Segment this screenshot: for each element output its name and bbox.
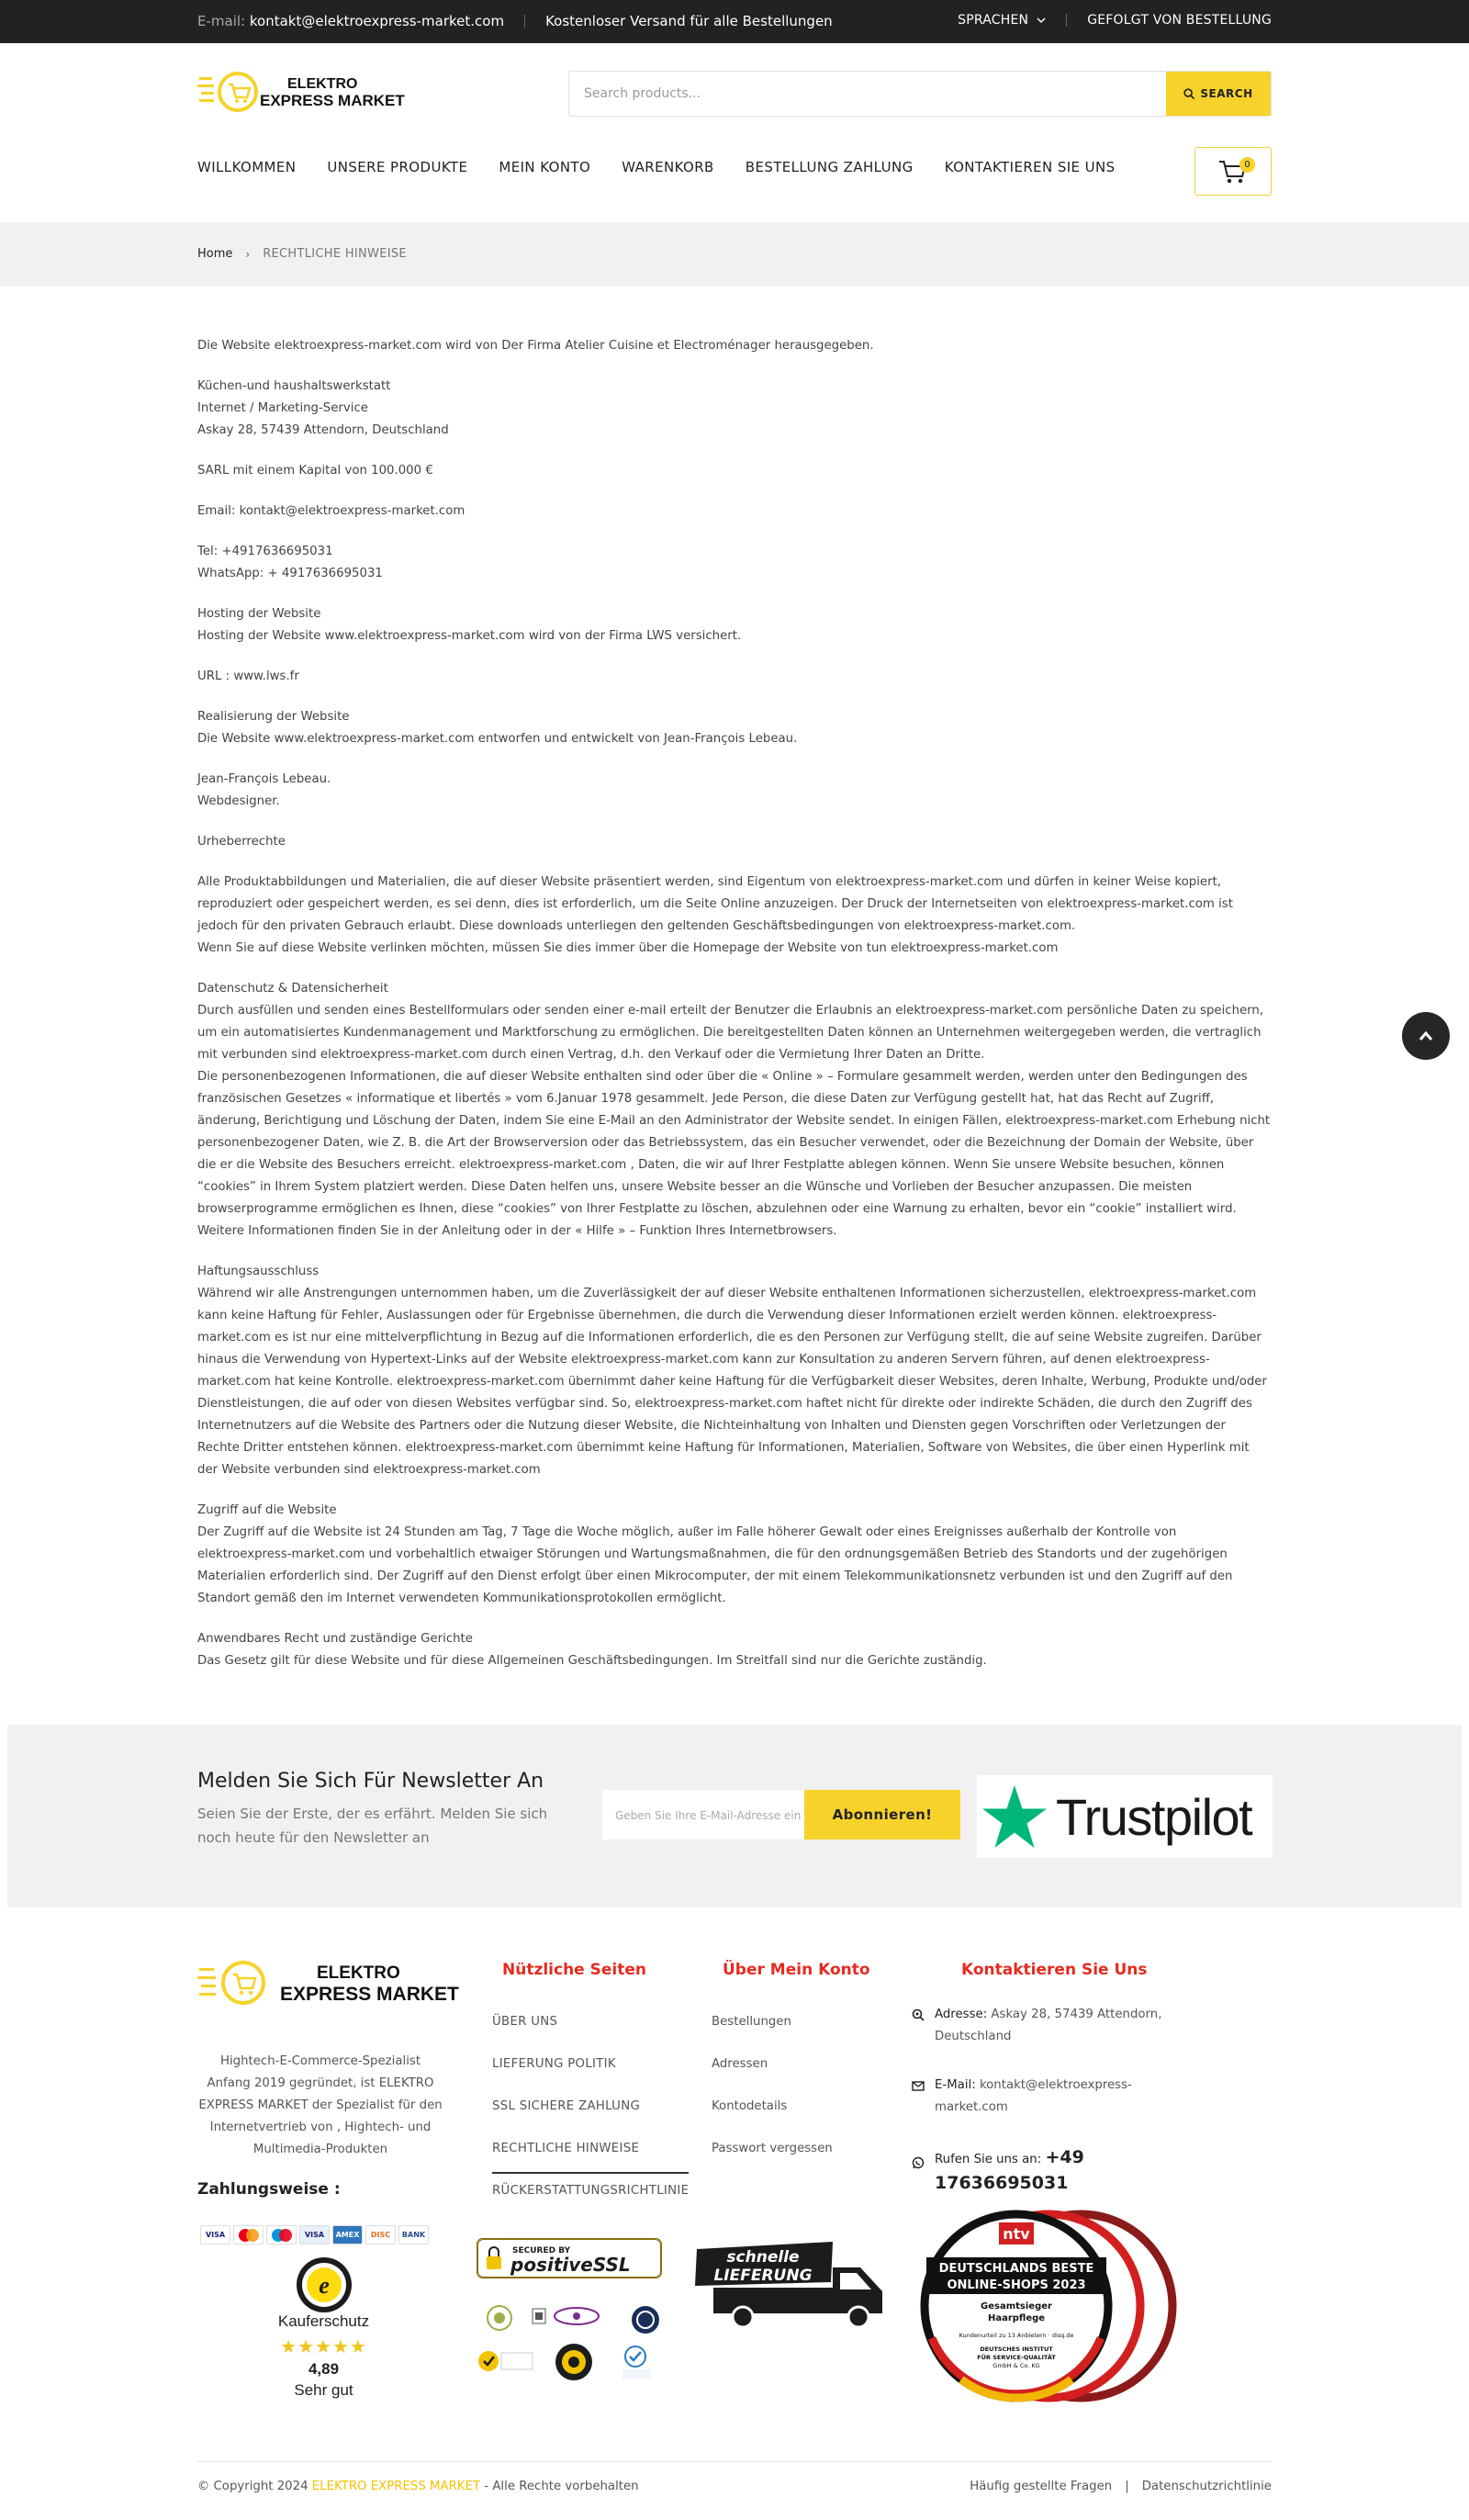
paragraph: Realisierung der Website Die Website www.elektroexpress-market.com entworfen und entwickelt von Jean-François Lebeau.	[197, 710, 798, 746]
breadcrumb-home[interactable]: Home	[197, 247, 233, 261]
paragraph: Küchen-und haushaltswerkstatt Internet / Marketing-Service Askay 28, 57439 Attendorn, Deutschland	[197, 379, 449, 437]
rating-score: 4,89	[308, 2360, 340, 2378]
payment-title: Zahlungsweise :	[197, 2180, 341, 2199]
newsletter-subtitle: Seien Sie der Erste, der es erfährt. Melden Sie sich noch heute für den Newsletter an	[197, 1806, 548, 1846]
cart-button[interactable]	[1194, 147, 1272, 196]
location-icon	[912, 2008, 925, 2021]
visa-electron-icon: VISA	[299, 2225, 330, 2244]
security-seals	[476, 2303, 668, 2386]
logo-line2: EXPRESS MARKET	[280, 1984, 459, 2005]
account-link-bestellungen[interactable]: Bestellungen	[712, 2015, 791, 2029]
address-label: Adresse:	[935, 2008, 988, 2021]
trusted-shops-seal-icon[interactable]	[295, 2256, 353, 2314]
rating-stars: ★★★★★	[280, 2337, 367, 2357]
search-bar	[568, 71, 1272, 117]
seal-icon	[533, 2309, 545, 2323]
seal-icon	[488, 2306, 511, 2330]
dqs-title1: DEUTSCHLANDS BESTE	[938, 2262, 1094, 2276]
paragraph: SARL mit einem Kapital von 100.000 €	[197, 464, 433, 478]
seal-icon	[632, 2306, 659, 2334]
divider: |	[1125, 2480, 1129, 2493]
dqs-inst3: GmbH & Co. KG	[992, 2362, 1040, 2369]
visa-card-icon: VISA	[200, 2225, 230, 2244]
contact-info	[912, 2004, 1187, 2197]
dqs-top: ntv	[1003, 2225, 1030, 2243]
trustpilot-logo[interactable]	[977, 1775, 1273, 1858]
paragraph: Haftungsausschluss Während wir alle Anstrengungen unternommen haben, um die Zuverlässigkeit der auf dieser Website enthaltenen Informationen sicherzustellen, elektroexpress-market.com kann keine Haftung für Fehler, Auslassungen oder für Ergebnisse übernehmen, die durch die Verwendung dieser Informationen erzielt werden können. elektroexpress-market.com es ist nur eine mittelverpflichtung in Bezug auf die Informationen erforderlich, die es den Personen zur Verfügung stellt, die auf seine Website zugreifen. Darüber hinaus die Verwendung von Hypertext-Links auf der Website elektroexpress-market.com kann zur Konsultation zu anderen Servern führen, auf denen elektroexpress-market.com hat keine Kontrolle. elektroexpress-market.com übernimmt daher keine Haftung für die Verfügbarkeit dieser Websites, deren Inhalte, Werbung, Produkte und/oder Dienstleistungen, die auf oder von diesen Websites verfügbar sind. So, elektroexpress-market.com haftet nicht für direkte oder indirekte Schäden, die durch den Zugriff des Internetnutzers auf die Website des Partners oder die Nutzung dieser Website, die Nichteinhaltung von Inhalten und Diensten gegen Vorschriften oder Verletzungen der Rechte Dritter entstehen können. elektroexpress-market.com übernimmt keine Haftung für Informationen, Materialien, Software von Websites, die über einen Hyperlink mit der Website verbunden sind elektroexpress-market.com	[197, 1265, 1267, 1477]
logo-cart-icon	[197, 73, 256, 110]
privacy-link[interactable]: Datenschutzrichtlinie	[1141, 2480, 1272, 2493]
paragraph: Datenschutz & Datensicherheit Durch ausfüllen und senden eines Bestellformulars oder senden einer e-mail erteilt der Benutzer die Erlaubnis an elektroexpress-market.com persönliche Daten zu speichern, um ein automatisiertes Kundenmanagement und Marktforschung zu ermöglichen. Die bereitgestellten Daten können an Unternehmen weitergegeben werden, die vertraglich mit verbunden sind elektroexpress-market.com durch einen Vertrag, d.h. den Verkauf oder die Vermietung Ihrer Daten an Dritte. Die personenbezogenen Informationen, die auf dieser Website enthalten sind oder über die « Online » – Formulare gesammelt werden, werden unter den Bedingungen des französischen Gesetzes « informatique et libertés » vom 6.Januar 1978 gesammelt. Jede Person, die diese Daten zur Verfügung gestellt hat, hat das Recht auf Zugriff, änderung, Berichtigung und Löschung der Daten, indem Sie eine E-Mail an den Administrator der Website sendet. In einigen Fällen, elektroexpress-market.com Erhebung nicht personenbezogener Daten, wie Z. B. die Art der Browserversion oder das Betriebssystem, das ein Besucher verwendet, oder die Bezeichnung der Domain der Website, über die er die Website des Besuchers erreicht. elektroexpress-market.com , Daten, die wir auf Ihrer Festplatte ablegen können. Wenn Sie unsere Website besuchen, können “cookies” in Ihrem System platziert werden. Diese Daten helfen uns, unsere Website besser an die Wünsche und Vorlieben der Besucher anzupassen. Die meisten browserprogramme ermöglichen es Ihnen, diese “cookies” von Ihrer Festplatte zu löschen, abzulehnen oder eine Warnung zu erhalten, bevor ein “cookie” installiert wird. Weitere Informationen finden Sie in der Anleitung oder in der « Hilfe » – Funktion Ihres Internetbrowsers.	[197, 982, 1271, 1238]
newsletter-title: Melden Sie Sich Für Newsletter An	[197, 1770, 544, 1793]
back-to-top-button[interactable]	[1402, 1012, 1450, 1060]
search-input[interactable]	[569, 72, 1166, 116]
dqs-sub2: Haarpflege	[987, 2313, 1046, 2323]
dqs-note: Kundenurteil zu 13 Anbietern · disq.de	[959, 2332, 1074, 2339]
paragraph: Die Website elektroexpress-market.com wird von Der Firma Atelier Cuisine et Electroménager herausgegeben.	[197, 339, 874, 353]
footer-divider	[197, 2461, 1272, 2462]
footer-link-ueber-uns[interactable]: ÜBER UNS	[492, 2015, 558, 2029]
delivery-line1: schnelle	[726, 2248, 800, 2267]
footer-bottom-links	[970, 2480, 1272, 2493]
top-email-link[interactable]: kontakt@elektroexpress-market.com	[249, 13, 505, 29]
footer-link-rueckerstattung[interactable]: RÜCKERSTATTUNGSRICHTLINIE	[492, 2184, 690, 2198]
search-icon	[1183, 88, 1195, 100]
nav-item-warenkorb[interactable]: WARENKORB	[622, 159, 714, 175]
footer-about-text: Hightech-E-Commerce-Spezialist Anfang 2019 gegründet, ist ELEKTRO EXPRESS MARKET der Spezialist für den Internetvertrieb von , Hightech- und Multimedia-Produkten	[198, 2054, 443, 2156]
breadcrumb-current: RECHTLICHE HINWEISE	[263, 247, 407, 261]
dqs-award-seal	[914, 2210, 1189, 2402]
email-label: E-Mail:	[935, 2078, 976, 2092]
email-label: E-mail:	[197, 13, 246, 29]
footer-link-rechtliche-hinweise[interactable]: RECHTLICHE HINWEISE	[492, 2140, 689, 2174]
top-bar	[0, 0, 1469, 43]
payment-cards	[200, 2225, 429, 2244]
paragraph: Hosting der Website Hosting der Website www.elektroexpress-market.com wird von der Firma LWS versichert.	[197, 607, 742, 643]
chevron-down-icon	[1037, 17, 1046, 24]
paragraph: Jean-François Lebeau. Webdesigner.	[197, 772, 331, 808]
account-links	[712, 2013, 833, 2182]
site-logo[interactable]	[197, 68, 405, 116]
footer-logo[interactable]	[197, 1957, 459, 2008]
language-dropdown[interactable]: SPRACHEN	[958, 13, 1029, 28]
address-text: Askay 28, 57439 Attendorn, Deutschland	[935, 2008, 1162, 2043]
breadcrumb-bar	[0, 222, 1469, 287]
useful-pages-list	[492, 2013, 689, 2224]
nav-item-zahlung[interactable]: BESTELLUNG ZAHLUNG	[745, 159, 914, 175]
dqs-sub1: Gesamtsieger	[981, 2301, 1052, 2312]
logo-cart-icon	[197, 1963, 264, 2003]
copyright-brand-link[interactable]: ELEKTRO EXPRESS MARKET	[311, 2480, 481, 2493]
divider	[524, 15, 525, 28]
phone-number[interactable]: +49 17636695031	[935, 2147, 1084, 2193]
search-button[interactable]	[1166, 72, 1271, 116]
logo-line1: ELEKTRO	[317, 1963, 400, 1983]
copyright-suffix: - Alle Rechte vorbehalten	[484, 2480, 639, 2493]
paragraph: Urheberrechte	[197, 835, 286, 849]
dqs-title2: ONLINE-SHOPS 2023	[947, 2278, 1086, 2292]
trustpilot-wordmark: Trustpilot	[1056, 1787, 1252, 1846]
copyright-prefix: © Copyright 2024	[197, 2480, 308, 2493]
nav-item-konto[interactable]: MEIN KONTO	[499, 159, 591, 175]
phone-label: Rufen Sie uns an:	[935, 2153, 1042, 2166]
paragraph: URL : www.lws.fr	[197, 669, 299, 683]
logo-line2: EXPRESS MARKET	[260, 92, 405, 109]
buyer-protection-label: Kauferschutz	[277, 2312, 370, 2330]
order-tracking-link[interactable]: GEFOLGT VON BESTELLUNG	[1087, 13, 1272, 28]
amex-icon: AMEX	[332, 2225, 363, 2244]
trustivity-seal-icon	[622, 2346, 650, 2379]
account-link-kontodetails[interactable]: Kontodetails	[712, 2099, 788, 2113]
paragraph: Alle Produktabbildungen und Materialien, die auf dieser Website präsentiert werden, sind Eigentum von elektroexpress-market.com und dürfen in keiner Weise kopiert, reproduziert oder gespeichert werden, es sei denn, dies ist erforderlich, um die Seite Online anzuzeigen. Der Druck der Internetseiten von elektroexpress-market.com ist jedoch für den privaten Gebrauch erlaubt. Diese downloads unterliegen den geltenden Geschäftsbedingungen von elektroexpress-market.com. Wenn Sie auf diese Website verlinken möchten, müssen Sie dies immer über die Homepage der Website von tun elektroexpress-market.com	[197, 875, 1233, 955]
discover-icon: DISC	[365, 2225, 396, 2244]
shipping-notice: Kostenloser Versand für alle Bestellungen	[545, 13, 833, 29]
dqs-inst2: FÜR SERVICE-QUALITÄT	[977, 2354, 1056, 2361]
contact-email-link[interactable]: kontakt@elektroexpress-market.com	[935, 2078, 1132, 2114]
dqs-inst1: DEUTSCHES INSTITUT	[980, 2346, 1053, 2353]
footer-link-ssl[interactable]: SSL SICHERE ZAHLUNG	[492, 2099, 641, 2113]
useful-pages-title: Nützliche Seiten	[502, 1961, 646, 1979]
logo-line1: ELEKTRO	[287, 76, 358, 92]
copyright	[197, 2480, 639, 2493]
ssl-brand: positiveSSL	[510, 2254, 631, 2276]
contact-title: Kontaktieren Sie Uns	[961, 1961, 1148, 1979]
positive-ssl-badge	[476, 2237, 663, 2279]
account-link-adressen[interactable]: Adressen	[712, 2057, 768, 2071]
maestro-icon	[266, 2225, 297, 2244]
faq-link[interactable]: Häufig gestellte Fragen	[970, 2480, 1113, 2493]
account-title: Über Mein Konto	[723, 1961, 870, 1979]
fast-delivery-truck-icon	[695, 2234, 884, 2331]
newsletter-email-input[interactable]: Geben Sie Ihre E-Mail-Adresse ein	[602, 1790, 804, 1839]
delivery-line2: LIEFERUNG	[713, 2267, 813, 2285]
cart-count-badge: 0	[1239, 157, 1255, 173]
chevron-right-icon: ›	[245, 247, 251, 261]
envelope-icon	[912, 2079, 925, 2092]
breadcrumb	[197, 247, 407, 261]
trusted-shops-rating	[197, 2312, 450, 2400]
paragraph: Tel: +4917636695031 WhatsApp: + 4917636695031	[197, 545, 383, 580]
chevron-up-icon	[1419, 1030, 1433, 1041]
nav-item-willkommen[interactable]: WILLKOMMEN	[197, 159, 297, 175]
account-link-passwort[interactable]: Passwort vergessen	[712, 2142, 833, 2155]
mastercard-icon	[233, 2225, 264, 2244]
norton-seal-icon	[478, 2351, 533, 2371]
search-button-label: SEARCH	[1200, 87, 1253, 100]
star-icon	[981, 1783, 1048, 1850]
paragraph: Anwendbares Recht und zuständige Gerichte Das Gesetz gilt für diese Website und für diese Allgemeinen Geschäftsbedingungen. Im Streitfall sind nur die Gerichte zuständig.	[197, 1632, 987, 1668]
nav-item-produkte[interactable]: UNSERE PRODUKTE	[327, 159, 468, 175]
subscribe-button[interactable]: Abonnieren!	[804, 1790, 960, 1839]
rating-text: Sehr gut	[294, 2381, 353, 2399]
seal-icon	[555, 2308, 599, 2324]
paragraph: Email: kontakt@elektroexpress-market.com	[197, 504, 465, 518]
paragraph: Zugriff auf die Website Der Zugriff auf die Website ist 24 Stunden am Tag, 7 Tage die Woche möglich, außer im Falle höherer Gewalt oder eines Ereignisses außerhalb der Kontrolle von elektroexpress-market.com und vorbehaltlich etwaiger Störungen und Wartungsmaßnahmen, die für den ordnungsgemäßen Betrieb des Standorts und der zugehörigen Materialien erforderlich sind. Der Zugriff auf den Dienst erfolgt über einen Mikrocomputer, der mit einem Telekommunikationsnetz verbunden ist und den Zugriff auf den Standort gemäß den im Internet verwendeten Kommunikationsprotokollen ermöglicht.	[197, 1503, 1233, 1605]
ssl-secured-by: SECURED BY	[512, 2246, 571, 2256]
newsletter-section	[7, 1725, 1462, 1907]
legal-content	[197, 335, 1272, 1691]
nav-item-kontakt[interactable]: KONTAKTIEREN SIE UNS	[944, 159, 1116, 175]
footer-link-lieferung[interactable]: LIEFERUNG POLITIK	[492, 2057, 616, 2071]
whatsapp-icon	[912, 2156, 925, 2169]
main-nav	[197, 159, 1116, 175]
divider	[1066, 14, 1067, 27]
seal-icon	[555, 2344, 592, 2380]
svg-text:e: e	[319, 2272, 330, 2299]
bank-transfer-icon: BANK	[398, 2225, 429, 2244]
